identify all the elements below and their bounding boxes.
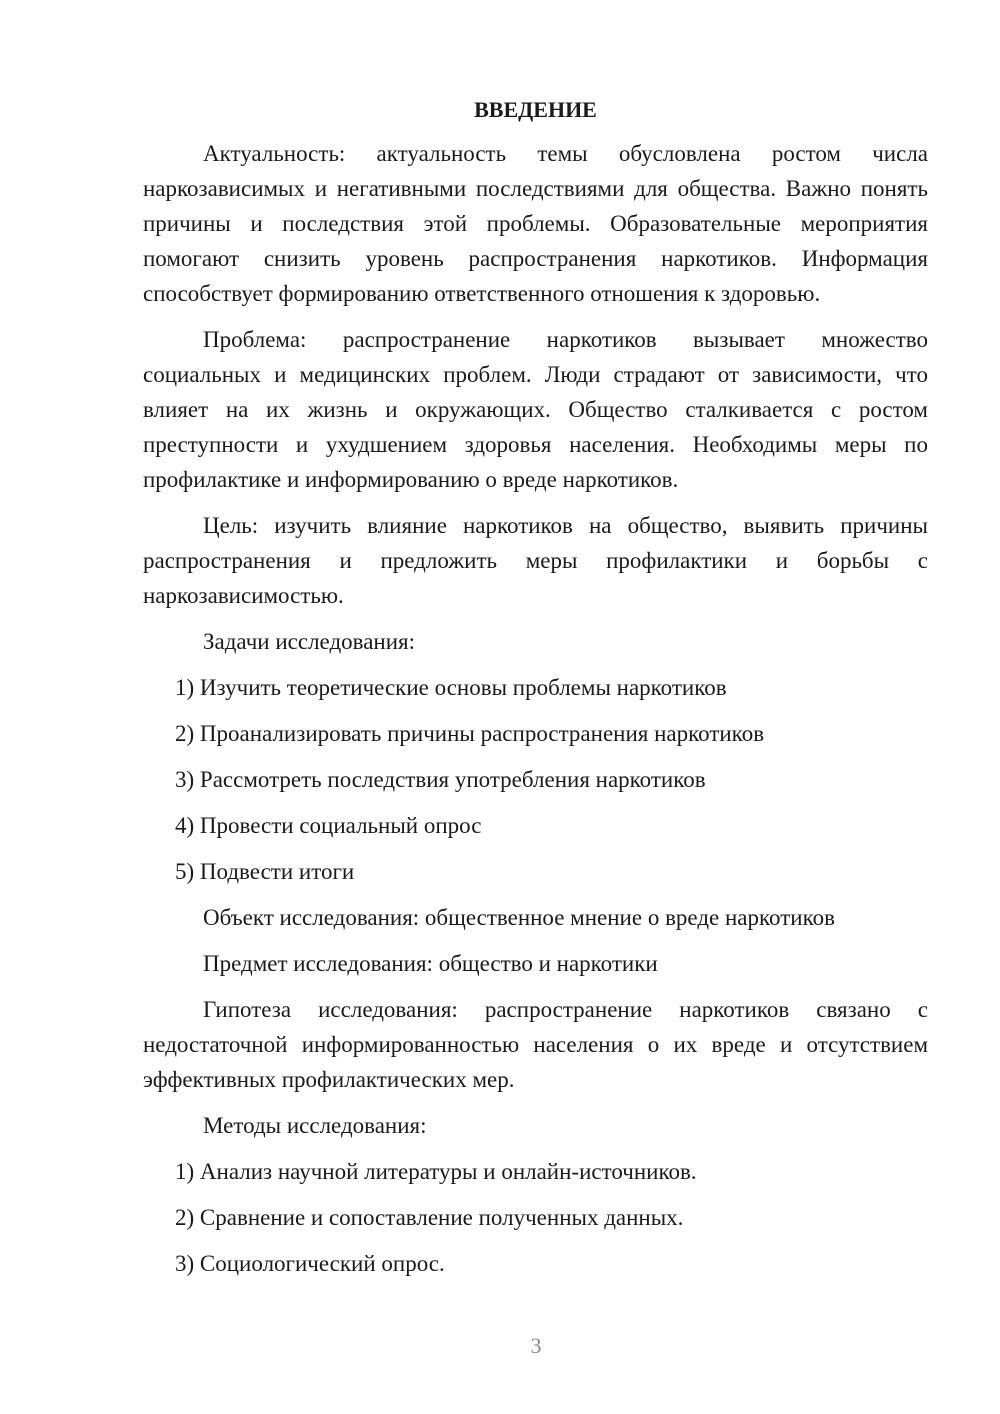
page-content bbox=[143, 92, 928, 1292]
problem-paragraph: Проблема: распространение наркотиков вызывает множество социальных и медицинских проблем. Люди страдают от зависимости, что влияет на их жизнь и окружающих. Общество сталкивается с ростом преступности и ухудшением здоровья населения. Необходимы меры по профилактике и информированию о вреде наркотиков. bbox=[143, 327, 928, 492]
research-subject: Предмет исследования: общество и наркотики bbox=[203, 951, 658, 976]
tasks-list bbox=[143, 670, 928, 889]
task-item: 5) Подвести итоги bbox=[175, 859, 355, 884]
task-item: 3) Рассмотреть последствия употребления наркотиков bbox=[175, 767, 706, 792]
tasks-heading: Задачи исследования: bbox=[203, 629, 416, 654]
page-title: ВВЕДЕНИЕ bbox=[474, 97, 597, 122]
page-number: 3 bbox=[530, 1333, 542, 1358]
task-item: 2) Проанализировать причины распространения наркотиков bbox=[175, 721, 765, 746]
goal-paragraph: Цель: изучить влияние наркотиков на общество, выявить причины распространения и предложить меры профилактики и борьбы с наркозависимостью. bbox=[143, 513, 928, 608]
methods-heading: Методы исследования: bbox=[203, 1113, 427, 1138]
method-item: 3) Социологический опрос. bbox=[175, 1251, 445, 1276]
hypothesis-paragraph: Гипотеза исследования: распространение наркотиков связано с недостаточной информированностью населения о их вреде и отсутствием эффективных профилактических мер. bbox=[143, 997, 928, 1092]
method-item: 1) Анализ научной литературы и онлайн-источников. bbox=[175, 1159, 697, 1184]
relevance-paragraph: Актуальность: актуальность темы обусловлена ростом числа наркозависимых и негативными последствиями для общества. Важно понять причины и последствия этой проблемы. Образовательные мероприятия помогают снизить уровень распространения наркотиков. Информация способствует формированию ответственного отношения к здоровью. bbox=[143, 141, 928, 306]
task-item: 4) Провести социальный опрос bbox=[175, 813, 482, 838]
research-object: Объект исследования: общественное мнение о вреде наркотиков bbox=[203, 905, 835, 930]
methods-list bbox=[143, 1154, 928, 1281]
task-item: 1) Изучить теоретические основы проблемы наркотиков bbox=[175, 675, 727, 700]
method-item: 2) Сравнение и сопоставление полученных данных. bbox=[175, 1205, 684, 1230]
